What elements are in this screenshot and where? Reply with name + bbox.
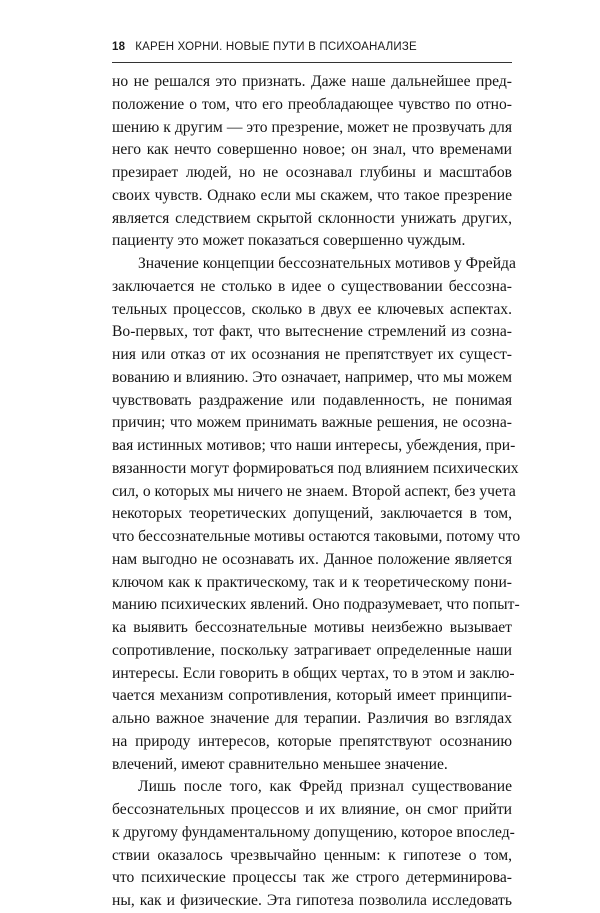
text-line: что психические процессы так же строго детерминирова- [112,869,512,887]
text-line: заключается не столько в идее о существовании бессозна- [112,277,512,295]
text-line: презирает людей, но не осознавал глубины и масштабов [112,164,512,181]
text-line: сил, о которых мы ничего не знаем. Второй аспект, без учета [112,482,516,500]
text-line: вязанности могут формироваться под влиянием психических [112,459,519,477]
header-rule [112,62,512,63]
page-number: 18 [112,41,126,53]
paragraph-start-line: Значение концепции бессознательных мотивов у Фрейда [138,255,516,272]
text-line: чается механизм сопротивления, который имеет принципи- [112,687,512,705]
text-line: интересы. Если говорить в общих чертах, то в этом и заклю- [112,664,515,682]
running-title: КАРЕН ХОРНИ. НОВЫЕ ПУТИ В ПСИХОАНАЛИЗЕ [135,41,417,53]
text-line: него как нечто совершенно новое; он знал, что временами [112,141,512,159]
running-header [112,41,512,53]
text-line: ально важное значение для терапии. Различия во взглядах [112,710,512,727]
text-line: вованию и влиянию. Это означает, например, что мы можем [112,368,512,386]
text-line: Во-первых, тот факт, что вытеснение стремлений из созна- [112,323,512,341]
text-line: пациенту это может показаться совершенно чуждым. [112,232,466,250]
text-line: на природу интересов, которые препятствуют осознанию [112,732,512,750]
text-line: некоторых теоретических допущений, заключается в том, [112,505,512,523]
text-line: ствии оказалось чрезвычайно ценным: к гипотезе о том, [112,846,512,864]
text-line: влечений, имеют сравнительно меньшее значение. [112,755,448,773]
text-line: ка выявить бессознательные мотивы неизбежно вызывает [112,619,512,636]
text-line: ны, как и физические. Эта гипотеза позволила исследовать [112,892,512,909]
text-line: бессознательных процессов и их влияние, он смог прийти [112,801,512,818]
text-line: нам выгодно не осознавать их. Данное положение является [112,550,512,568]
text-line: чувствовать раздражение или подавленность, не понимая [112,391,512,409]
text-line: является следствием скрытой склонности унижать других, [112,209,512,227]
text-line: к другому фундаментальному допущению, которое впослед- [112,823,515,841]
text-line: ключом как к практическому, так и к теоретическому пони- [112,573,512,591]
text-line: манию психических явлений. Оно подразумевает, что попыт- [112,596,520,614]
text-line: что бессознательные мотивы остаются таковыми, потому что [112,528,521,545]
text-line: причин; что можем принимать важные решения, не осозна- [112,414,512,432]
text-line: вая истинных мотивов; что наши интересы, убеждения, при- [112,437,516,454]
paragraph-start-line: Лишь после того, как Фрейд признал существование [138,778,512,796]
text-line: ния или отказ от их осознания не препятствует их сущест- [112,346,512,363]
text-line: но не решался это признать. Даже наше дальнейшее пред- [112,73,512,90]
text-line: положение о том, что его преобладающее чувство по отно- [112,95,512,113]
text-line: сопротивление, поскольку затрагивает определенные наши [112,641,512,659]
body-text [112,71,521,913]
text-line: тельных процессов, сколько в двух ее ключевых аспектах. [112,300,512,318]
text-line: своих чувств. Однако если мы скажем, что такое презрение [112,186,512,204]
text-line: шению к другим — это презрение, может не прозвучать для [112,118,512,136]
